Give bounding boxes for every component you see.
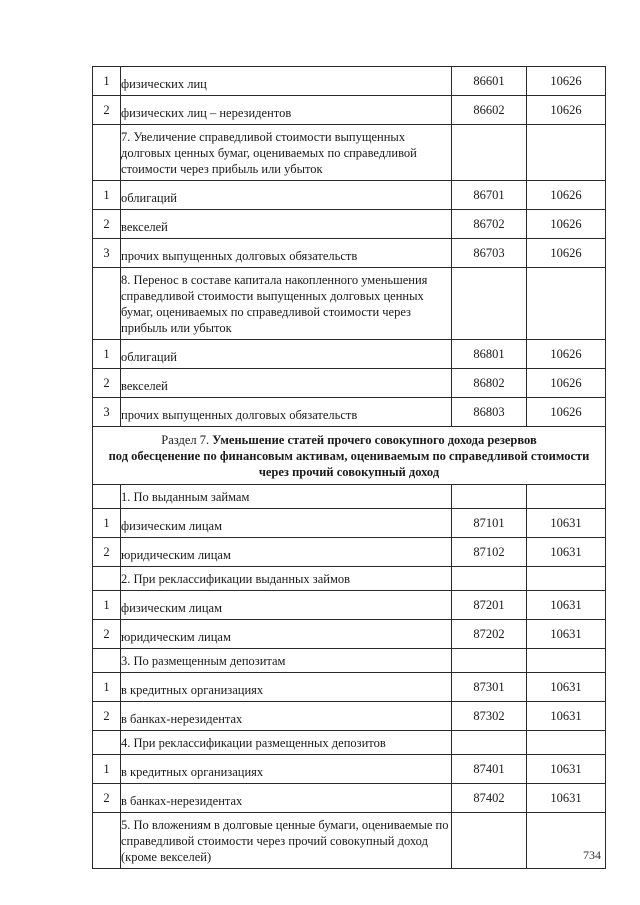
reference-code: 10626 [527,369,606,398]
row-number [93,485,121,509]
account-code [452,731,527,755]
group-label: 4. При реклассификации размещенных депозитов [121,731,452,755]
account-code: 87401 [452,755,527,784]
reference-code: 10631 [527,538,606,567]
row-number: 2 [93,784,121,813]
account-code [452,125,527,181]
reference-code [527,485,606,509]
group-label: 7. Увеличение справедливой стоимости выпущенных долговых ценных бумаг, оцениваемых по справедливой стоимости через прибыль или убыток [121,125,452,181]
account-code: 87202 [452,620,527,649]
account-code [452,649,527,673]
row-number: 1 [93,591,121,620]
row-label: в кредитных организациях [121,673,452,702]
account-code [452,485,527,509]
row-label: в банках-нерезидентах [121,784,452,813]
section-prefix: Раздел 7. [161,433,213,447]
group-label: 2. При реклассификации выданных займов [121,567,452,591]
row-number: 2 [93,96,121,125]
row-label: облигаций [121,181,452,210]
row-number: 2 [93,538,121,567]
account-code: 87301 [452,673,527,702]
reference-code: 10626 [527,239,606,268]
reference-code [527,268,606,340]
reference-code: 10631 [527,673,606,702]
row-label: облигаций [121,340,452,369]
table-row [93,67,606,96]
table-row [93,210,606,239]
row-label: физическим лицам [121,591,452,620]
account-code: 86601 [452,67,527,96]
reference-code: 10631 [527,702,606,731]
row-number: 1 [93,673,121,702]
row-label: физических лиц [121,67,452,96]
reference-code: 10631 [527,591,606,620]
group-header-row [93,485,606,509]
reference-code: 10626 [527,96,606,125]
account-code: 87102 [452,538,527,567]
group-header-row [93,567,606,591]
reference-code: 10631 [527,755,606,784]
table-row [93,620,606,649]
table-row [93,673,606,702]
reference-code [527,567,606,591]
row-number: 1 [93,509,121,538]
row-number [93,268,121,340]
account-code [452,567,527,591]
reference-code: 10631 [527,784,606,813]
row-label: векселей [121,369,452,398]
account-code: 87201 [452,591,527,620]
reference-code: 10626 [527,340,606,369]
reference-code [527,731,606,755]
page-number: 734 [583,848,601,862]
accounts-table-body [93,67,606,869]
row-number [93,813,121,869]
table-row [93,755,606,784]
accounts-table [92,66,606,869]
group-label: 8. Перенос в составе капитала накопленного уменьшения справедливой стоимости выпущенных долговых ценных бумаг, оцениваемых по справедливой стоимости через прибыль или убыток [121,268,452,340]
group-label: 3. По размещенным депозитам [121,649,452,673]
row-label: физических лиц – нерезидентов [121,96,452,125]
account-code: 86803 [452,398,527,427]
group-header-row [93,125,606,181]
reference-code [527,125,606,181]
account-code: 87402 [452,784,527,813]
table-row [93,591,606,620]
account-code: 86802 [452,369,527,398]
row-number: 2 [93,210,121,239]
table-row [93,369,606,398]
table-row [93,784,606,813]
account-code: 87101 [452,509,527,538]
row-label: юридическим лицам [121,538,452,567]
row-label: юридическим лицам [121,620,452,649]
reference-code: 10626 [527,181,606,210]
row-number: 2 [93,369,121,398]
account-code: 86801 [452,340,527,369]
row-label: прочих выпущенных долговых обязательств [121,239,452,268]
reference-code: 10631 [527,620,606,649]
row-number [93,125,121,181]
reference-code: 10626 [527,398,606,427]
group-header-row [93,731,606,755]
account-code: 87302 [452,702,527,731]
row-number [93,649,121,673]
group-header-row [93,813,606,869]
row-label: в банках-нерезидентах [121,702,452,731]
row-label: в кредитных организациях [121,755,452,784]
row-number: 1 [93,755,121,784]
table-row [93,509,606,538]
account-code: 86703 [452,239,527,268]
account-code: 86701 [452,181,527,210]
group-header-row [93,649,606,673]
table-row [93,538,606,567]
row-number: 1 [93,67,121,96]
table-row [93,340,606,369]
row-number: 1 [93,181,121,210]
row-number [93,567,121,591]
table-row [93,239,606,268]
account-code [452,813,527,869]
row-number: 3 [93,239,121,268]
table-row [93,181,606,210]
group-header-row [93,268,606,340]
row-label: физическим лицам [121,509,452,538]
table-row [93,96,606,125]
reference-code: 10626 [527,67,606,96]
section-title-line-1: Уменьшение статей прочего совокупного дохода резервов [212,433,537,447]
row-number: 2 [93,702,121,731]
table-row [93,702,606,731]
group-label: 1. По выданным займам [121,485,452,509]
account-code [452,268,527,340]
row-label: векселей [121,210,452,239]
row-label: прочих выпущенных долговых обязательств [121,398,452,427]
section-header-row [93,427,606,485]
row-number: 1 [93,340,121,369]
section-title-line-2: под обесценение по финансовым активам, оцениваемым по справедливой стоимости [108,449,590,463]
section-title-line-3: через прочий совокупный доход [258,465,440,479]
table-row [93,398,606,427]
row-number: 3 [93,398,121,427]
reference-code [527,649,606,673]
group-label: 5. По вложениям в долговые ценные бумаги, оцениваемые по справедливой стоимости через прочий совокупный доход (кроме векселей) [121,813,452,869]
section-title [93,427,606,485]
account-code: 86602 [452,96,527,125]
reference-code: 10631 [527,509,606,538]
reference-code: 10626 [527,210,606,239]
row-number [93,731,121,755]
row-number: 2 [93,620,121,649]
account-code: 86702 [452,210,527,239]
